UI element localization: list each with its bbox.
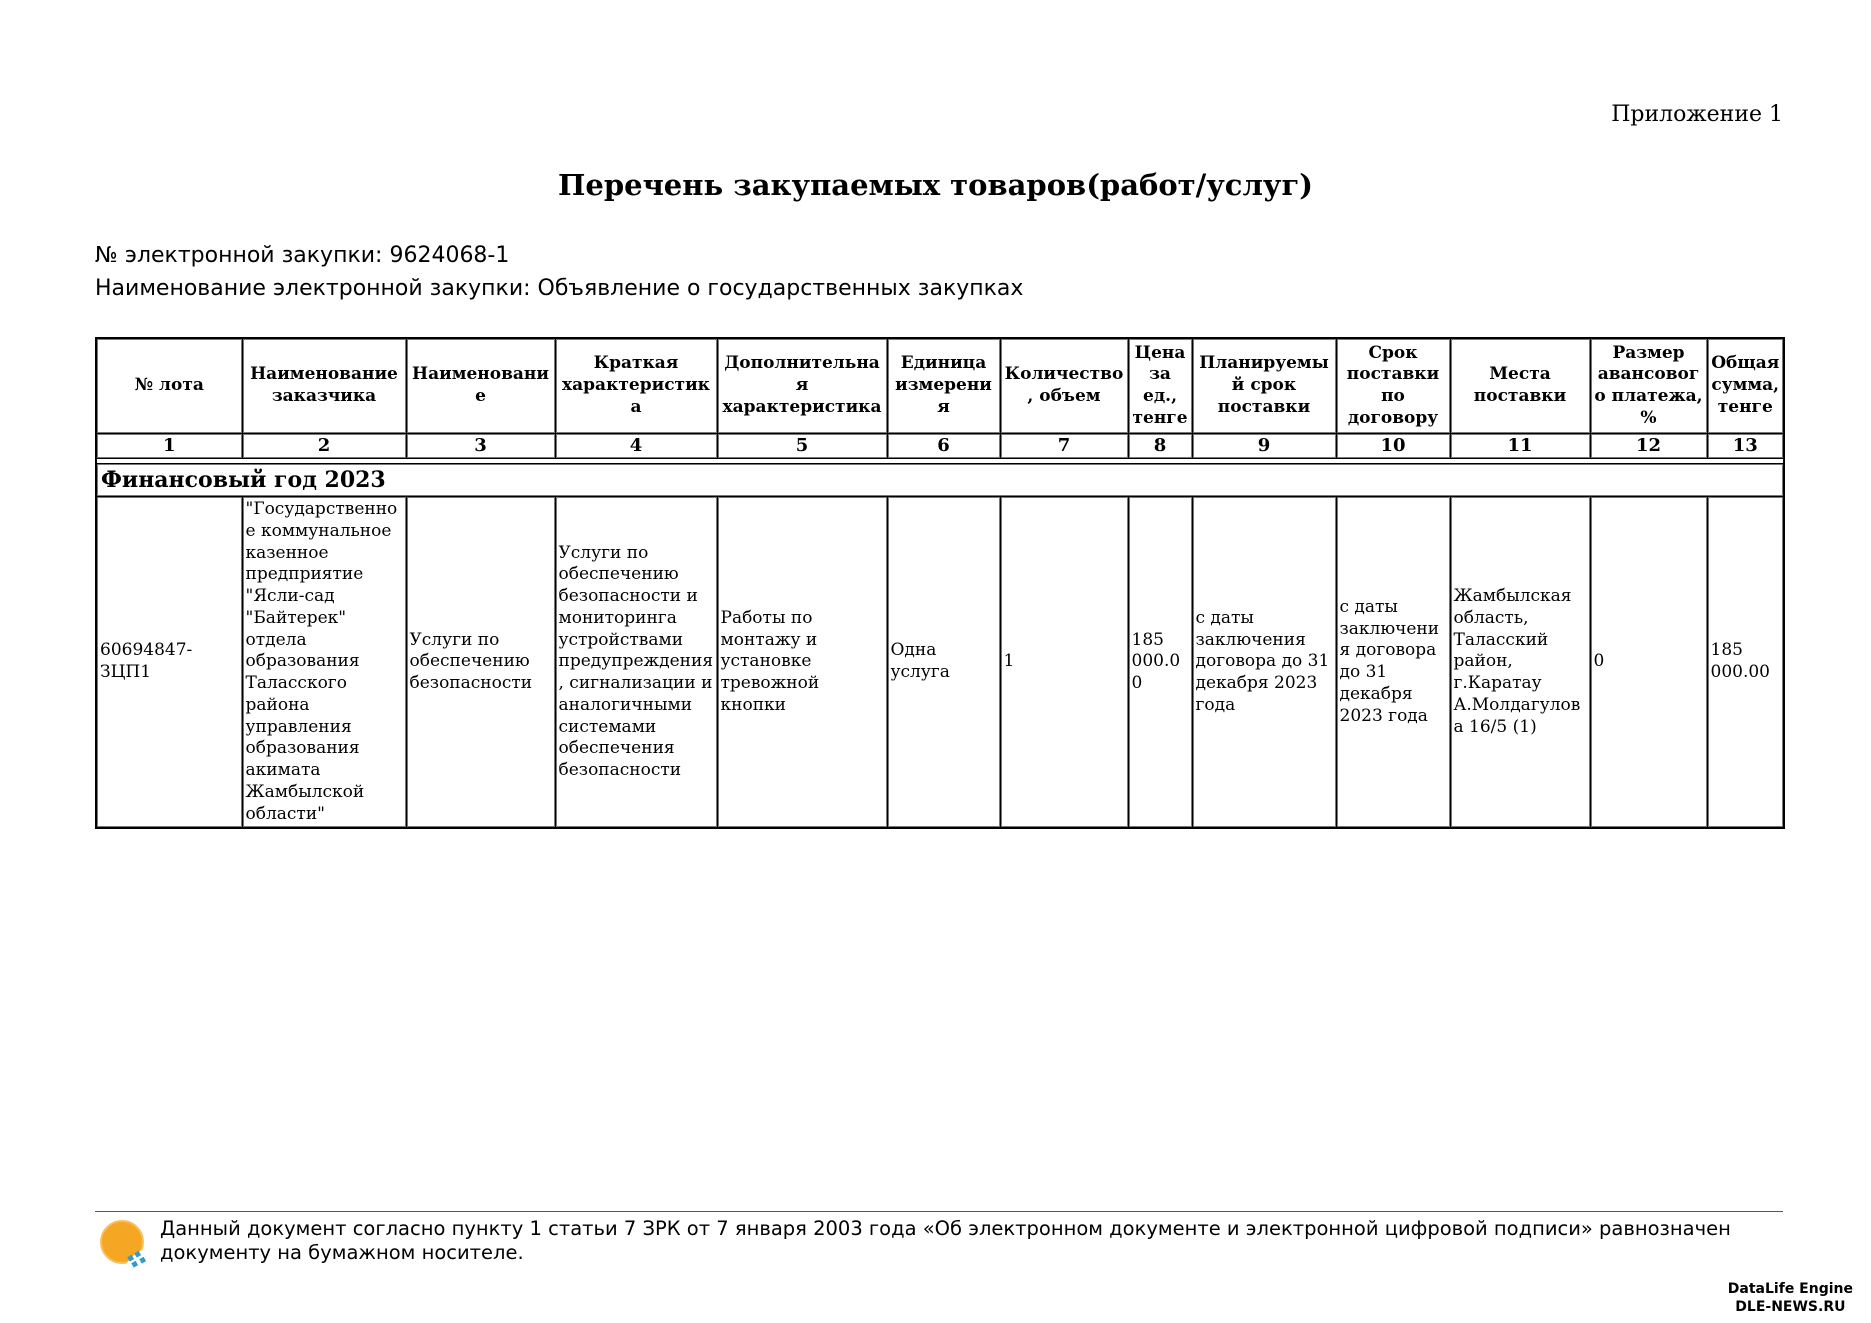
column-number: 8 xyxy=(1128,434,1192,459)
header-cell: Срок поставки по договору xyxy=(1336,338,1450,434)
header-cell: Краткая характеристика xyxy=(555,338,717,434)
year-group-row xyxy=(96,464,1784,497)
column-number: 5 xyxy=(717,434,887,459)
watermark-line: DataLife Engine xyxy=(1727,1281,1853,1297)
advance-payment-cell: 0 xyxy=(1590,497,1707,829)
watermark-line: DLE-NEWS.RU xyxy=(1735,1299,1846,1315)
header-cell: Планируемый срок поставки xyxy=(1192,338,1336,434)
year-group-label: Финансовый год 2023 xyxy=(96,464,1784,497)
column-number: 4 xyxy=(555,434,717,459)
column-number: 7 xyxy=(1000,434,1128,459)
header-cell: Цена за ед., тенге xyxy=(1128,338,1192,434)
header-row xyxy=(96,338,1784,434)
column-number: 12 xyxy=(1590,434,1707,459)
appendix-label: Приложение 1 xyxy=(1611,102,1783,127)
column-number: 10 xyxy=(1336,434,1450,459)
column-number-row xyxy=(96,434,1784,459)
contract-delivery-cell: с даты заключения договора до 31 декабря 2023 года xyxy=(1336,497,1450,829)
quantity-cell: 1 xyxy=(1000,497,1128,829)
additional-description-cell: Работы по монтажу и установке тревожной кнопки xyxy=(717,497,887,829)
lot-number-cell: 60694847-ЗЦП1 xyxy=(96,497,242,829)
header-cell: Размер авансового платежа, % xyxy=(1590,338,1707,434)
header-cell: Места поставки xyxy=(1450,338,1590,434)
column-number: 1 xyxy=(96,434,242,459)
header-cell: Единица измерения xyxy=(887,338,1000,434)
column-number: 3 xyxy=(406,434,555,459)
column-number: 9 xyxy=(1192,434,1336,459)
header-cell: Наименование xyxy=(406,338,555,434)
short-description-cell: Услуги по обеспечению безопасности и мониторинга устройствами предупреждения, сигнализации и аналогичными системами обеспечения безопасности xyxy=(555,497,717,829)
column-number: 13 xyxy=(1707,434,1784,459)
unit-price-cell: 185 000.00 xyxy=(1128,497,1192,829)
table-row xyxy=(96,497,1784,829)
unit-cell: Одна услуга xyxy=(887,497,1000,829)
footer-divider xyxy=(95,1211,1783,1212)
lots-table xyxy=(95,337,1785,829)
procurement-name: Наименование электронной закупки: Объявление о государственных закупках xyxy=(95,276,1024,301)
header-cell: № лота xyxy=(96,338,242,434)
column-number: 6 xyxy=(887,434,1000,459)
customer-name-cell: "Государственное коммунальное казенное предприятие "Ясли-сад "Байтерек" отдела образования Таласского района управления образования акимата Жамбылской области" xyxy=(242,497,406,829)
watermark xyxy=(1728,1280,1853,1316)
header-cell: Дополнительная характеристика xyxy=(717,338,887,434)
item-name-cell: Услуги по обеспечению безопасности xyxy=(406,497,555,829)
column-number: 11 xyxy=(1450,434,1590,459)
sun-logo-icon xyxy=(98,1218,150,1270)
header-cell: Наименование заказчика xyxy=(242,338,406,434)
header-cell: Количество, объем xyxy=(1000,338,1128,434)
legal-notice: Данный документ согласно пункту 1 статьи 7 ЗРК от 7 января 2003 года «Об электронном документе и электронной цифровой подписи» равнозначен документу на бумажном носителе. xyxy=(160,1217,1731,1264)
total-sum-cell: 185 000.00 xyxy=(1707,497,1784,829)
delivery-place-cell: Жамбылская область, Таласский район, г.Каратау А.Молдагулова 16/5 (1) xyxy=(1450,497,1590,829)
column-number: 2 xyxy=(242,434,406,459)
procurement-number: № электронной закупки: 9624068-1 xyxy=(95,243,510,268)
planned-delivery-cell: с даты заключения договора до 31 декабря 2023 года xyxy=(1192,497,1336,829)
document-title: Перечень закупаемых товаров(работ/услуг) xyxy=(558,168,1313,202)
header-cell: Общая сумма, тенге xyxy=(1707,338,1784,434)
